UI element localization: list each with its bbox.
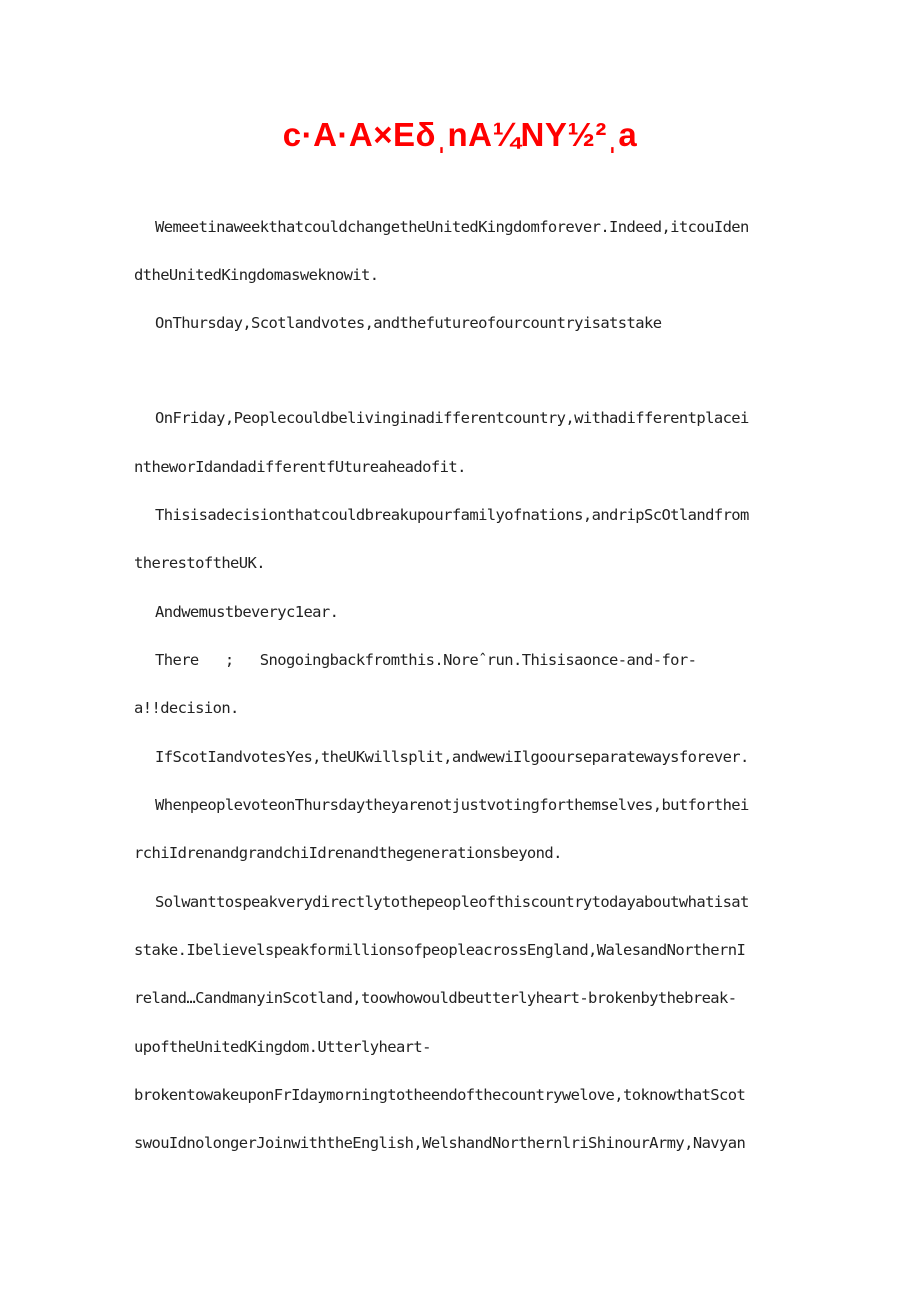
paragraph-line: IfScotIandvotesYes,theUKwillsplit,andwewiIlgoourseparatewaysforever. (155, 748, 749, 766)
paragraph-line: There ; Snogoingbackfromthis.Noreˆrun.Thisisaonce-and-for- (155, 651, 697, 669)
paragraph-line: ntheworIdandadifferentfUtureaheadofit. (134, 458, 466, 476)
paragraph-line: swouIdnolongerJoinwiththeEnglish,WelshandNorthernlriShinourArmy,Navyan (134, 1134, 746, 1152)
paragraph-line: OnThursday,Scotlandvotes,andthefutureofourcountryisatstake (155, 314, 662, 332)
paragraph-line: stake.IbelievelspeakformillionsofpeopleacrossEngland,WalesandNorthernI (134, 941, 746, 959)
paragraph-line: Solwanttospeakverydirectlytothepeopleofthiscountrytodayaboutwhatisat (155, 893, 749, 911)
paragraph-line: Andwemustbeveryc1ear. (155, 603, 339, 621)
paragraph-line: WemeetinaweekthatcouldchangetheUnitedKingdomforever.Indeed,itcouIden (155, 218, 749, 236)
paragraph-line: brokentowakeuponFrIdaymorningtotheendofthecountrywelove,toknowthatScot (134, 1086, 746, 1104)
paragraph-line: rchiIdrenandgrandchiIdrenandthegenerationsbeyond. (134, 844, 562, 862)
paragraph-line: WhenpeoplevoteonThursdaytheyarenotjustvotingforthemselves,butforthei (155, 796, 749, 814)
paragraph-line: therestoftheUK. (134, 554, 265, 572)
paragraph-line: dtheUnitedKingdomasweknowit. (134, 266, 379, 284)
paragraph-line: OnFriday,Peoplecouldbelivinginadifferentcountry,withadifferentplacei (155, 409, 749, 427)
paragraph-line: a!!decision. (134, 699, 239, 717)
paragraph-line: Thisisadecisionthatcouldbreakupourfamilyofnations,andripScOtlandfrom (155, 506, 749, 524)
paragraph-line: upoftheUnitedKingdom.Utterlyheart- (134, 1038, 431, 1056)
paragraph-line: reland…CandmanyinScotland,toowhowouldbeutterlyheart-brokenbythebreak- (134, 989, 737, 1007)
document-title: c·A·A×EδˌnA¼NY½²ˌa (282, 116, 638, 153)
